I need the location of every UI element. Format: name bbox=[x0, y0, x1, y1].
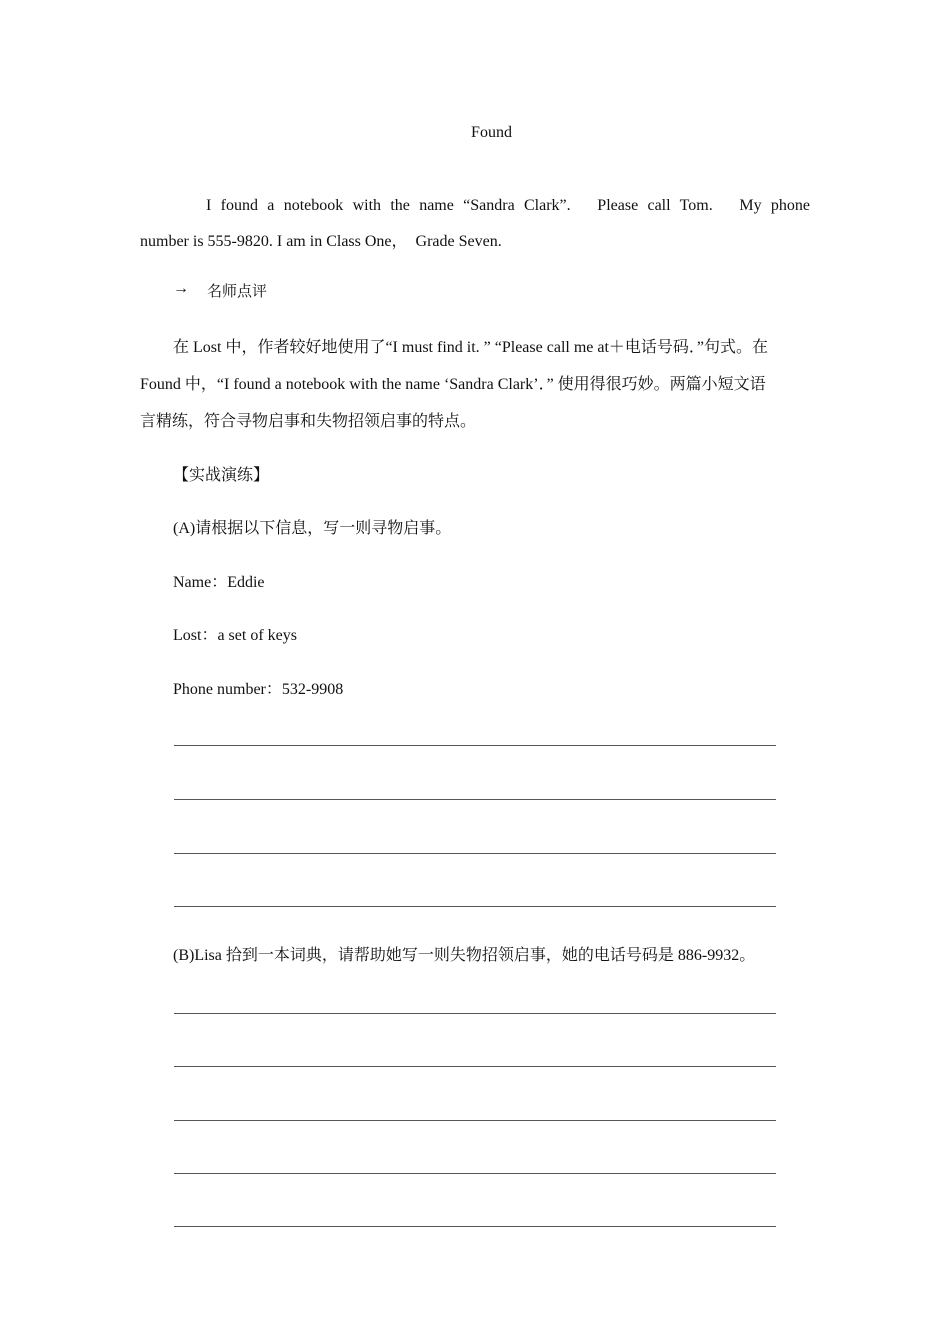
task-a-prompt: (A)请根据以下信息，写一则寻物启事。 bbox=[173, 520, 452, 537]
task-a-answer-line[interactable] bbox=[174, 799, 776, 800]
found-text-line-1: I found a notebook with the name “Sandra Clark”. Please call Tom. My phone bbox=[206, 197, 810, 214]
comment-line-2: Found 中，“I found a notebook with the name ‘Sandra Clark’．” 使用得很巧妙。两篇小短文语 bbox=[140, 376, 766, 393]
task-b-prompt: (B)Lisa 拾到一本词典，请帮助她写一则失物招领启事，她的电话号码是 886-9932。 bbox=[173, 947, 756, 964]
found-title: Found bbox=[471, 124, 512, 141]
task-b-answer-line[interactable] bbox=[174, 1120, 776, 1121]
task-a-answer-line[interactable] bbox=[174, 853, 776, 854]
arrow-icon: → bbox=[173, 280, 189, 297]
task-a-answer-line[interactable] bbox=[174, 906, 776, 907]
found-text-line-2: number is 555-9820. I am in Class One， Grade Seven. bbox=[140, 233, 502, 250]
task-b-answer-line[interactable] bbox=[174, 1173, 776, 1174]
comment-line-1: 在 Lost 中，作者较好地使用了“I must find it. ” “Please call me at＋电话号码．”句式。在 bbox=[173, 339, 769, 356]
practice-heading: 【实战演练】 bbox=[173, 467, 270, 484]
review-label: 名师点评 bbox=[207, 282, 268, 300]
comment-line-3: 言精练，符合寻物启事和失物招领启事的特点。 bbox=[140, 413, 477, 430]
task-a-lost: Lost：a set of keys bbox=[173, 627, 297, 644]
task-b-answer-line[interactable] bbox=[174, 1226, 776, 1227]
task-b-answer-line[interactable] bbox=[174, 1013, 776, 1014]
task-a-name: Name：Eddie bbox=[173, 574, 265, 591]
task-b-answer-line[interactable] bbox=[174, 1066, 776, 1067]
task-a-answer-line[interactable] bbox=[174, 745, 776, 746]
task-a-phone: Phone number：532-9908 bbox=[173, 681, 344, 698]
